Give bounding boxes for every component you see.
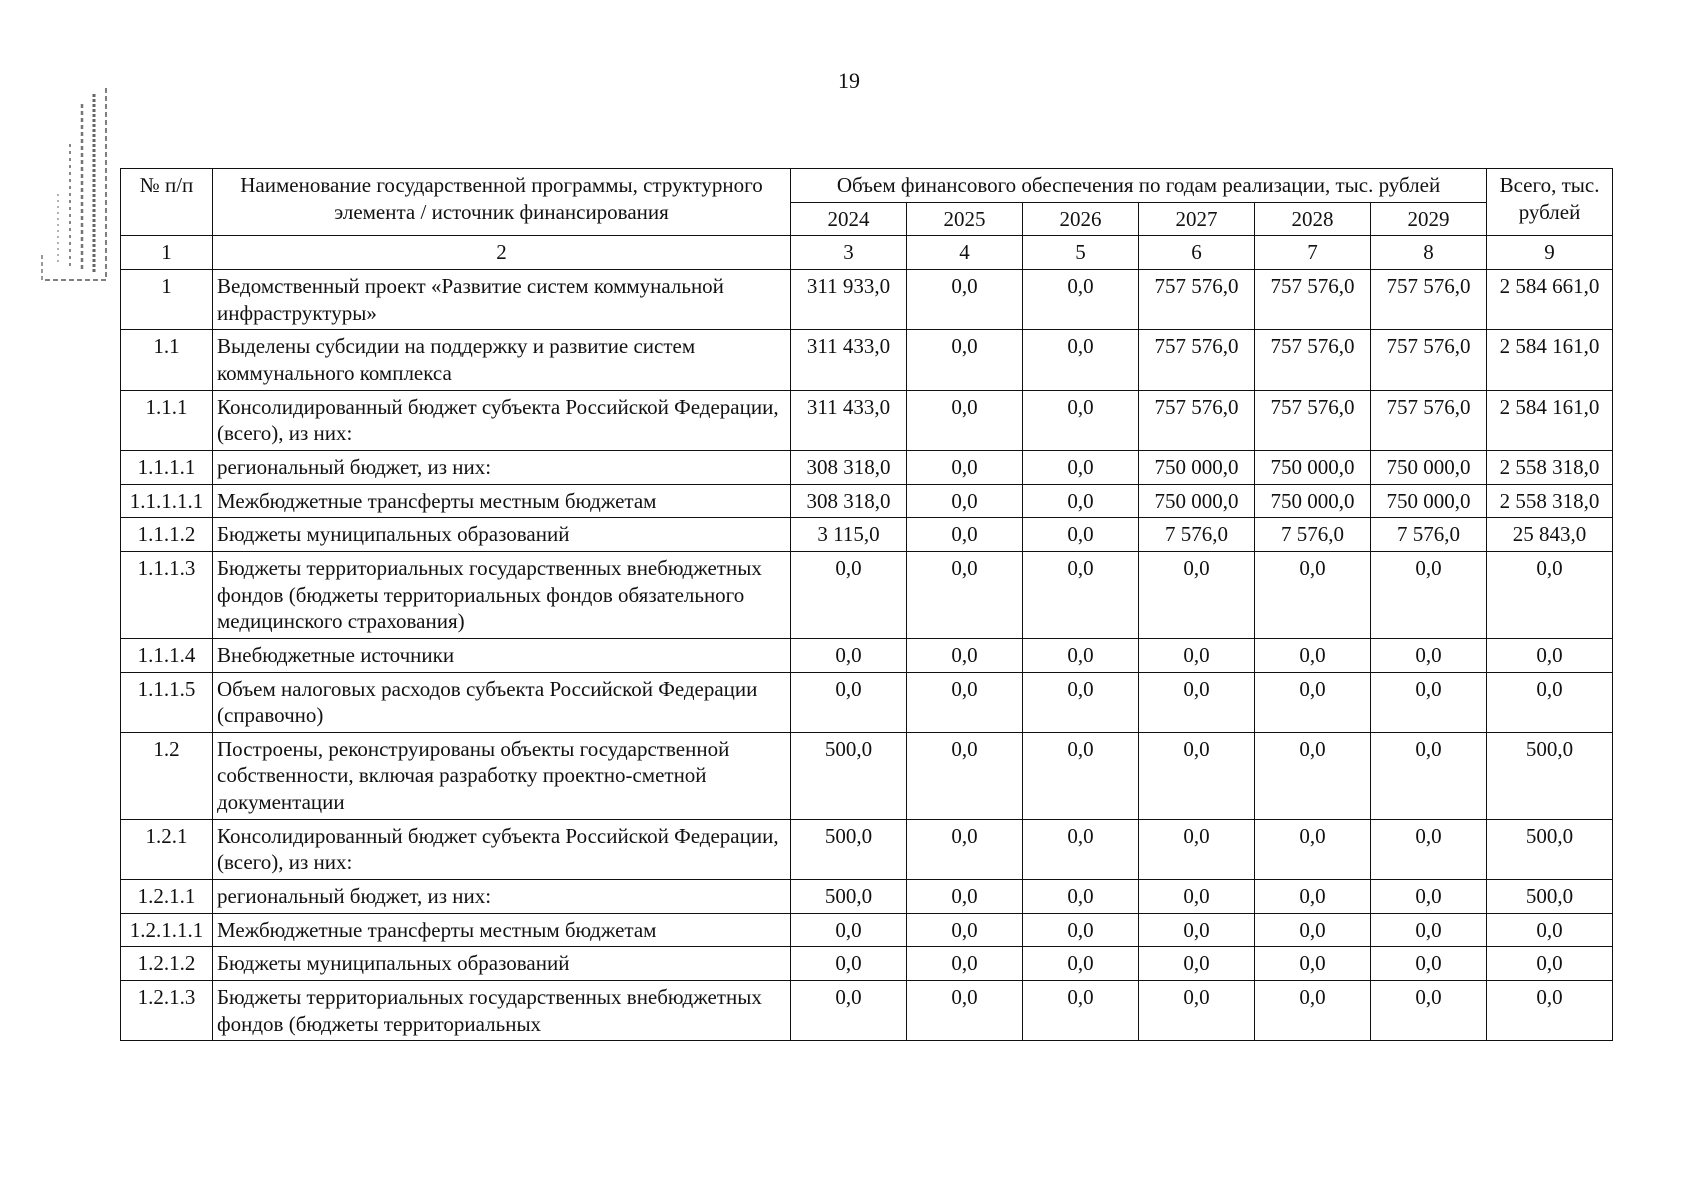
row-number: 1.1.1.2	[121, 518, 213, 552]
year-value: 757 576,0	[1255, 390, 1371, 450]
column-number: 8	[1371, 236, 1487, 270]
row-number: 1.2	[121, 732, 213, 819]
year-value: 0,0	[1139, 551, 1255, 638]
row-name: Бюджеты территориальных государственных внебюджетных фондов (бюджеты территориальных фондов обязательного медицинского страхования)	[213, 551, 791, 638]
table-row	[121, 484, 1613, 518]
year-value: 0,0	[791, 638, 907, 672]
year-value: 308 318,0	[791, 484, 907, 518]
year-value: 500,0	[791, 732, 907, 819]
row-total: 2 584 661,0	[1487, 269, 1613, 329]
year-value: 7 576,0	[1139, 518, 1255, 552]
year-value: 0,0	[907, 981, 1023, 1041]
year-value: 0,0	[1255, 913, 1371, 947]
year-value: 0,0	[907, 913, 1023, 947]
table-row	[121, 913, 1613, 947]
year-value: 0,0	[907, 269, 1023, 329]
year-value: 0,0	[1371, 638, 1487, 672]
year-value: 7 576,0	[1255, 518, 1371, 552]
year-value: 0,0	[1255, 638, 1371, 672]
year-value: 0,0	[1255, 981, 1371, 1041]
year-value: 0,0	[791, 981, 907, 1041]
table-row	[121, 981, 1613, 1041]
row-total: 2 558 318,0	[1487, 484, 1613, 518]
year-value: 0,0	[1023, 269, 1139, 329]
row-name: Выделены субсидии на поддержку и развитие систем коммунального комплекса	[213, 330, 791, 390]
header-year: 2028	[1255, 202, 1371, 236]
table-row	[121, 551, 1613, 638]
year-value: 757 576,0	[1139, 330, 1255, 390]
year-value: 0,0	[1255, 880, 1371, 914]
year-value: 0,0	[1139, 947, 1255, 981]
header-volume: Объем финансового обеспечения по годам реализации, тыс. рублей	[791, 169, 1487, 203]
row-name: Консолидированный бюджет субъекта Российской Федерации, (всего), из них:	[213, 819, 791, 879]
year-value: 0,0	[1023, 947, 1139, 981]
row-number: 1.1.1	[121, 390, 213, 450]
year-value: 750 000,0	[1255, 484, 1371, 518]
year-value: 311 433,0	[791, 330, 907, 390]
column-number: 1	[121, 236, 213, 270]
row-name: Бюджеты муниципальных образований	[213, 947, 791, 981]
row-number: 1.1	[121, 330, 213, 390]
financing-table	[120, 168, 1613, 1041]
row-total: 0,0	[1487, 913, 1613, 947]
row-total: 500,0	[1487, 732, 1613, 819]
year-value: 0,0	[1371, 819, 1487, 879]
year-value: 750 000,0	[1139, 484, 1255, 518]
row-number: 1.1.1.1.1	[121, 484, 213, 518]
year-value: 0,0	[1139, 913, 1255, 947]
header-row	[121, 169, 1613, 203]
year-value: 0,0	[1023, 913, 1139, 947]
year-value: 0,0	[907, 947, 1023, 981]
year-value: 757 576,0	[1371, 330, 1487, 390]
year-value: 0,0	[907, 732, 1023, 819]
row-number: 1.1.1.5	[121, 672, 213, 732]
header-total: Всего, тыс. рублей	[1487, 169, 1613, 236]
year-value: 0,0	[907, 880, 1023, 914]
year-value: 0,0	[907, 518, 1023, 552]
row-number: 1.1.1.3	[121, 551, 213, 638]
year-value: 0,0	[1371, 732, 1487, 819]
column-number: 6	[1139, 236, 1255, 270]
year-value: 500,0	[791, 880, 907, 914]
year-value: 0,0	[1023, 638, 1139, 672]
row-name: Построены, реконструированы объекты государственной собственности, включая разработку проектно-сметной документации	[213, 732, 791, 819]
year-value: 0,0	[1023, 732, 1139, 819]
year-value: 0,0	[791, 551, 907, 638]
year-value: 7 576,0	[1371, 518, 1487, 552]
column-number: 5	[1023, 236, 1139, 270]
year-value: 757 576,0	[1139, 390, 1255, 450]
table-row	[121, 330, 1613, 390]
row-total: 0,0	[1487, 947, 1613, 981]
year-value: 500,0	[791, 819, 907, 879]
row-total: 500,0	[1487, 880, 1613, 914]
row-total: 0,0	[1487, 981, 1613, 1041]
table-row	[121, 947, 1613, 981]
row-total: 2 584 161,0	[1487, 390, 1613, 450]
year-value: 0,0	[1139, 732, 1255, 819]
table-row	[121, 880, 1613, 914]
year-value: 757 576,0	[1255, 269, 1371, 329]
year-value: 311 433,0	[791, 390, 907, 450]
row-name: региональный бюджет, из них:	[213, 880, 791, 914]
year-value: 0,0	[1139, 672, 1255, 732]
header-year: 2024	[791, 202, 907, 236]
table-row	[121, 450, 1613, 484]
table-row	[121, 819, 1613, 879]
year-value: 0,0	[907, 450, 1023, 484]
row-name: Межбюджетные трансферты местным бюджетам	[213, 484, 791, 518]
year-value: 0,0	[1139, 638, 1255, 672]
column-number: 4	[907, 236, 1023, 270]
header-year: 2025	[907, 202, 1023, 236]
row-number: 1.1.1.4	[121, 638, 213, 672]
year-value: 0,0	[1023, 672, 1139, 732]
table-row	[121, 518, 1613, 552]
column-number: 7	[1255, 236, 1371, 270]
year-value: 0,0	[1371, 880, 1487, 914]
row-name: Бюджеты муниципальных образований	[213, 518, 791, 552]
year-value: 0,0	[1255, 819, 1371, 879]
row-name: Консолидированный бюджет субъекта Российской Федерации, (всего), из них:	[213, 390, 791, 450]
year-value: 0,0	[907, 330, 1023, 390]
column-number: 2	[213, 236, 791, 270]
row-number: 1.2.1.3	[121, 981, 213, 1041]
table-row	[121, 390, 1613, 450]
row-number: 1.2.1.1	[121, 880, 213, 914]
row-name: Внебюджетные источники	[213, 638, 791, 672]
year-value: 0,0	[907, 638, 1023, 672]
column-number: 3	[791, 236, 907, 270]
header-year: 2027	[1139, 202, 1255, 236]
year-value: 0,0	[1023, 330, 1139, 390]
year-value: 0,0	[1371, 947, 1487, 981]
registration-stamp-icon	[36, 84, 116, 296]
year-value: 0,0	[1023, 981, 1139, 1041]
year-value: 0,0	[1255, 672, 1371, 732]
row-name: Объем налоговых расходов субъекта Российской Федерации (справочно)	[213, 672, 791, 732]
year-value: 0,0	[1255, 732, 1371, 819]
row-total: 0,0	[1487, 551, 1613, 638]
year-value: 0,0	[791, 913, 907, 947]
year-value: 750 000,0	[1371, 450, 1487, 484]
column-numbers-row	[121, 236, 1613, 270]
year-value: 0,0	[1023, 880, 1139, 914]
year-value: 750 000,0	[1139, 450, 1255, 484]
year-value: 0,0	[1255, 947, 1371, 981]
year-value: 0,0	[791, 947, 907, 981]
row-total: 2 584 161,0	[1487, 330, 1613, 390]
year-value: 0,0	[791, 672, 907, 732]
year-value: 0,0	[1139, 981, 1255, 1041]
header-year: 2026	[1023, 202, 1139, 236]
year-value: 0,0	[907, 484, 1023, 518]
year-value: 757 576,0	[1371, 390, 1487, 450]
year-value: 311 933,0	[791, 269, 907, 329]
year-value: 0,0	[1371, 913, 1487, 947]
year-value: 750 000,0	[1371, 484, 1487, 518]
year-value: 750 000,0	[1255, 450, 1371, 484]
year-value: 0,0	[1371, 981, 1487, 1041]
year-value: 0,0	[907, 672, 1023, 732]
column-number: 9	[1487, 236, 1613, 270]
year-value: 0,0	[907, 819, 1023, 879]
year-value: 757 576,0	[1371, 269, 1487, 329]
year-value: 0,0	[1371, 672, 1487, 732]
row-name: региональный бюджет, из них:	[213, 450, 791, 484]
row-number: 1.2.1.1.1	[121, 913, 213, 947]
year-value: 308 318,0	[791, 450, 907, 484]
table-row	[121, 269, 1613, 329]
table-row	[121, 672, 1613, 732]
table-body	[121, 269, 1613, 1040]
year-value: 0,0	[1139, 880, 1255, 914]
year-value: 0,0	[1371, 551, 1487, 638]
year-value: 757 576,0	[1255, 330, 1371, 390]
row-total: 0,0	[1487, 638, 1613, 672]
header-name: Наименование государственной программы, структурного элемента / источник финансирования	[213, 169, 791, 236]
page-number: 19	[838, 68, 860, 93]
header-year: 2029	[1371, 202, 1487, 236]
row-number: 1	[121, 269, 213, 329]
year-value: 0,0	[907, 390, 1023, 450]
row-name: Бюджеты территориальных государственных внебюджетных фондов (бюджеты территориальных	[213, 981, 791, 1041]
table-row	[121, 638, 1613, 672]
year-value: 0,0	[1023, 390, 1139, 450]
year-value: 3 115,0	[791, 518, 907, 552]
year-value: 0,0	[1023, 819, 1139, 879]
table-row	[121, 732, 1613, 819]
row-number: 1.2.1.2	[121, 947, 213, 981]
year-value: 757 576,0	[1139, 269, 1255, 329]
row-total: 0,0	[1487, 672, 1613, 732]
row-number: 1.1.1.1	[121, 450, 213, 484]
row-total: 500,0	[1487, 819, 1613, 879]
header-num: № п/п	[121, 169, 213, 236]
year-value: 0,0	[1023, 518, 1139, 552]
year-value: 0,0	[907, 551, 1023, 638]
year-value: 0,0	[1023, 484, 1139, 518]
year-value: 0,0	[1255, 551, 1371, 638]
row-total: 2 558 318,0	[1487, 450, 1613, 484]
row-number: 1.2.1	[121, 819, 213, 879]
year-value: 0,0	[1139, 819, 1255, 879]
year-value: 0,0	[1023, 551, 1139, 638]
row-name: Межбюджетные трансферты местным бюджетам	[213, 913, 791, 947]
row-name: Ведомственный проект «Развитие систем коммунальной инфраструктуры»	[213, 269, 791, 329]
year-value: 0,0	[1023, 450, 1139, 484]
row-total: 25 843,0	[1487, 518, 1613, 552]
